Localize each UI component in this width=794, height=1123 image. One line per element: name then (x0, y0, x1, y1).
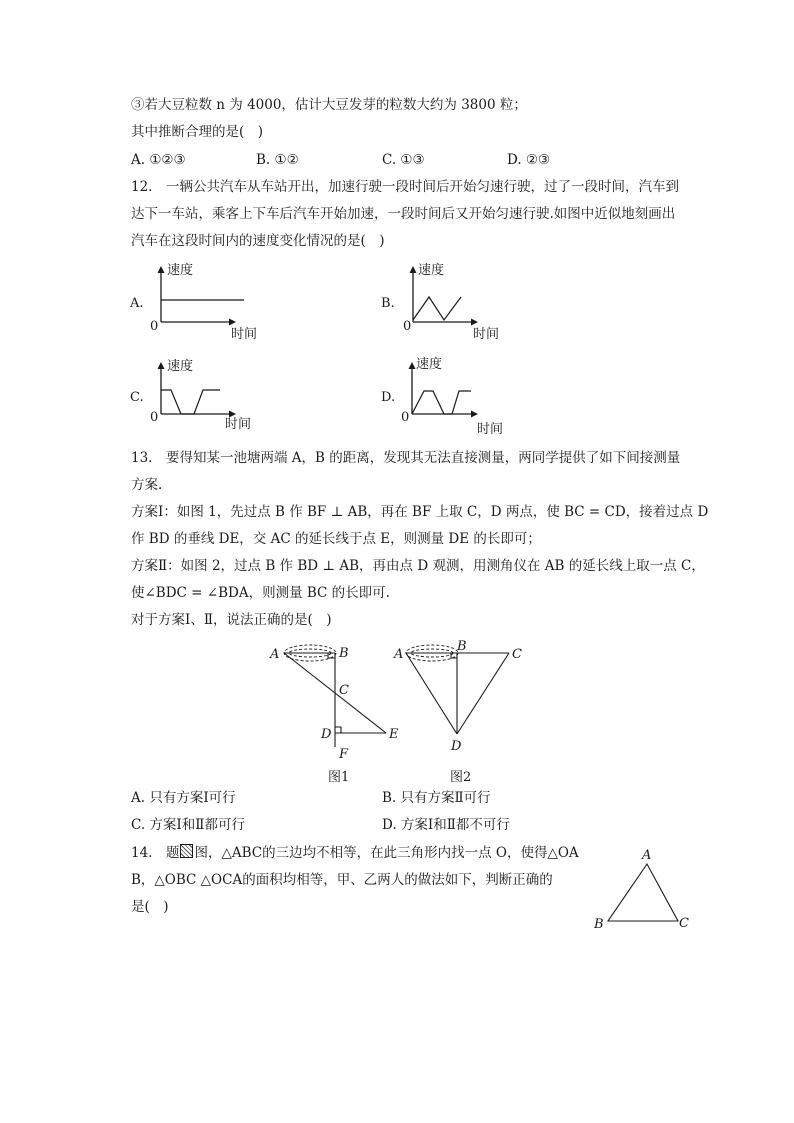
fig2-segment-cd (457, 653, 509, 734)
fig1-label-d: D (321, 727, 332, 742)
graph-d-y-label: 速度 (416, 357, 443, 372)
broken-glyph-icon (180, 844, 193, 858)
q13-option-b: B. 只有方案Ⅱ可行 (382, 790, 491, 806)
q14-triangle-figure (588, 846, 698, 936)
graph-b-x-label: 时间 (473, 327, 500, 342)
q13-figure-2 (388, 638, 538, 788)
graph-a-label: A. (130, 296, 144, 311)
q14-text-line-1-start: 14. 题 (131, 845, 180, 861)
fig1-caption: 图1 (328, 770, 350, 785)
q14-text-line-2: B，△OBC △OCA的面积均相等，甲、乙两人的做法如下，判断正确的 (131, 872, 553, 888)
q13-option-a: A. 只有方案Ⅰ可行 (131, 790, 236, 806)
q11-question: 其中推断合理的是( ) (131, 124, 264, 140)
q13-plan-1-line-1: 方案Ⅰ：如图 1，先过点 B 作 BF ⊥ AB，再在 BF 上取 C，D 两点，使 BC = CD，接着过点 D (131, 504, 709, 520)
q13-text-line-1: 13. 要得知某一池塘两端 A，B 的距离，发现其无法直接测量，两同学提供了如下间接测量 (131, 450, 681, 466)
fig1-right-angle-d (335, 727, 341, 733)
graph-c-y-label: 速度 (167, 359, 194, 374)
graph-b-label: B. (381, 296, 395, 311)
q12-graph-b (378, 258, 528, 348)
graph-d-x-label: 时间 (477, 422, 504, 437)
q14-text-line-1-end: 图，△ABC的三边均不相等，在此三角形内找一点 O，使得△OA (194, 845, 579, 861)
fig2-caption: 图2 (450, 770, 472, 785)
graph-a-x-arrow (229, 319, 236, 326)
graph-d-x-arrow (471, 411, 478, 418)
graph-a-x-label: 时间 (231, 327, 258, 342)
q14-label-c: C (679, 916, 689, 931)
fig2-label-a: A (394, 647, 404, 662)
graph-d-curve (412, 391, 471, 414)
graph-d-origin: 0 (401, 410, 410, 425)
q14-label-a: A (642, 848, 652, 863)
graph-a-origin: 0 (150, 319, 159, 334)
graph-c-origin: 0 (150, 410, 159, 425)
q11-option-c: C. ①③ (382, 152, 425, 168)
q13-text-line-2: 方案. (131, 477, 163, 493)
fig1-label-e: E (389, 727, 399, 742)
q13-option-d: D. 方案Ⅰ和Ⅱ都不可行 (382, 817, 510, 833)
fig2-segment-ad (406, 653, 457, 734)
graph-c-y-arrow (158, 362, 165, 369)
graph-d-y-arrow (409, 362, 416, 369)
fig2-label-b: B (457, 639, 467, 654)
q14-text-line-1 (131, 844, 579, 862)
graph-b-origin: 0 (403, 319, 412, 334)
q13-question: 对于方案Ⅰ、Ⅱ，说法正确的是( ) (131, 612, 332, 628)
q12-graph-a (125, 258, 275, 348)
graph-a-y-arrow (158, 266, 165, 273)
q13-option-c: C. 方案Ⅰ和Ⅱ都可行 (131, 817, 245, 833)
fig2-label-d: D (451, 739, 462, 754)
graph-c-curve (161, 390, 220, 414)
q11-option-d: D. ②③ (507, 152, 551, 168)
fig1-label-a: A (270, 647, 280, 662)
graph-d-label: D. (381, 390, 396, 405)
q11-statement-3: ③若大豆粒数 n 为 4000，估计大豆发芽的粒数大约为 3800 粒； (131, 97, 527, 113)
q12-text-line-2: 达下一车站，乘客上下车后汽车开始加速，一段时间后又开始匀速行驶.如图中近似地刻画出 (131, 206, 676, 222)
fig2-label-c: C (512, 647, 522, 662)
q14-triangle-abc (608, 864, 678, 921)
fig1-label-c: C (339, 683, 349, 698)
q13-plan-2-line-2: 使∠BDC = ∠BDA，则测量 BC 的长即可. (131, 585, 390, 601)
q12-text-line-1: 12. 一辆公共汽车从车站开出，加速行驶一段时间后开始匀速行驶，过了一段时间，汽车到 (131, 179, 679, 195)
graph-b-curve (413, 297, 461, 320)
graph-a-y-label: 速度 (167, 263, 194, 278)
q13-plan-2-line-1: 方案Ⅱ：如图 2，过点 B 作 BD ⊥ AB，再由点 D 观测，用测角仪在 AB 的延长线上取一点 C， (131, 558, 705, 574)
graph-b-x-arrow (471, 319, 478, 326)
graph-b-y-arrow (410, 266, 417, 273)
fig1-label-f: F (339, 747, 349, 762)
q14-label-b: B (594, 917, 604, 932)
q12-text-line-3: 汽车在这段时间内的速度变化情况的是( ) (131, 233, 385, 249)
graph-c-x-label: 时间 (225, 417, 252, 432)
q14-text-line-3: 是( ) (131, 899, 169, 915)
graph-b-y-label: 速度 (418, 263, 445, 278)
q11-option-a: A. ①②③ (131, 152, 186, 168)
fig1-label-b: B (339, 646, 349, 661)
q13-plan-1-line-2: 作 BD 的垂线 DE，交 AC 的延长线于点 E，则测量 DE 的长即可； (131, 531, 541, 547)
graph-c-label: C. (130, 390, 144, 405)
q12-graph-d (378, 352, 528, 442)
q11-option-b: B. ①② (256, 152, 299, 168)
q12-graph-c (125, 352, 275, 442)
